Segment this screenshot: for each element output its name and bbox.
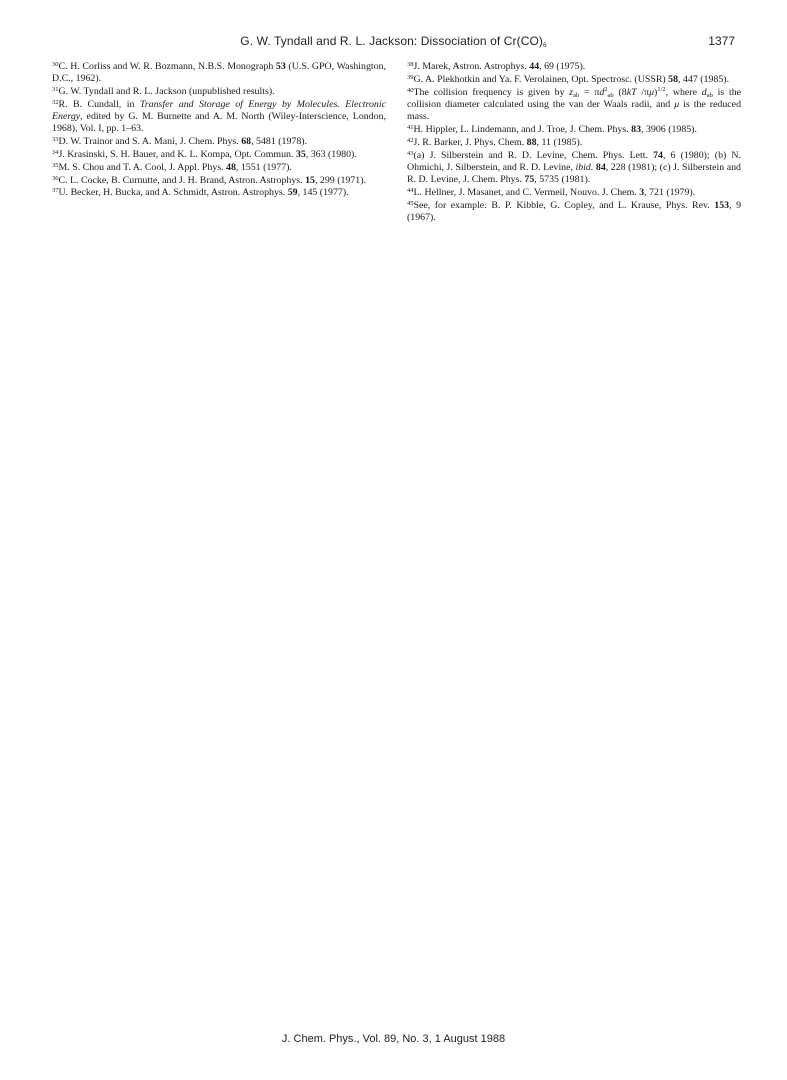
reference-37 <box>52 187 386 199</box>
math-symbol: d <box>599 86 605 98</box>
reference-43 <box>407 150 741 187</box>
reference-text: (8 <box>613 86 627 98</box>
reference-text: , 363 (1980). <box>305 149 357 161</box>
reference-34 <box>52 149 386 161</box>
running-head-subscript: 6 <box>543 42 547 49</box>
volume-number: 3 <box>639 186 645 198</box>
reference-text: J. Krasinski, S. H. Bauer, and K. L. Kompa, Opt. Commun. <box>58 149 296 161</box>
reference-number: 38 <box>407 61 414 68</box>
reference-text: , 9 (1967). <box>407 199 742 224</box>
reference-number: 30 <box>52 61 59 68</box>
reference-text: G. W. Tyndall and R. L. Jackson (unpublished results). <box>58 86 275 98</box>
reference-39 <box>407 74 741 86</box>
reference-text: J. Marek, Astron. Astrophys. <box>413 61 530 72</box>
math-symbol: z <box>569 86 574 98</box>
math-subscript: ab <box>573 91 580 99</box>
reference-text: , 6 (1980); (b) N. Ohmichi, J. Silberstein, and R. D. Levine, <box>407 149 742 173</box>
reference-text: J. R. Barker, J. Phys. Chem. <box>413 136 527 148</box>
reference-text: The collision frequency is given by <box>413 86 570 98</box>
reference-number: 41 <box>407 123 414 131</box>
reference-number: 37 <box>52 187 59 195</box>
reference-text: D. W. Trainor and S. A. Mani, J. Chem. Phys. <box>58 136 242 148</box>
reference-text: (U.S. GPO, Washington, D.C., 1962). <box>52 61 387 85</box>
reference-text: (a) J. Silberstein and R. D. Levine, Chem. Phys. Lett. <box>413 149 654 161</box>
reference-text: , 1551 (1977). <box>235 161 292 173</box>
references-right-column <box>407 61 741 225</box>
page-number: 1377 <box>708 34 735 48</box>
reference-number: 43 <box>407 149 414 157</box>
journal-footer: J. Chem. Phys., Vol. 89, No. 3, 1 August 1988 <box>281 1033 506 1045</box>
reference-number: 45 <box>407 199 414 207</box>
reference-number: 35 <box>52 161 59 169</box>
volume-number: 59 <box>287 187 298 199</box>
reference-text: U. Becker, H. Bucka, and A. Schmidt, Astron. Astrophys. <box>58 187 288 199</box>
reference-text: M. S. Chou and T. A. Cool, J. Appl. Phys. <box>58 161 227 173</box>
volume-number: 83 <box>631 123 642 135</box>
reference-text: , 5735 (1981). <box>534 174 591 186</box>
reference-text: C. L. Cocke, B. Curnutte, and J. H. Brand, Astron. Astrophys. <box>58 174 306 186</box>
reference-text: R. B. Cundall, in <box>58 98 140 110</box>
math-subscript: ab <box>607 91 614 99</box>
math-subscript: ab <box>706 91 713 99</box>
reference-40 <box>407 87 741 124</box>
reference-33 <box>52 136 386 148</box>
reference-text: ) <box>654 86 658 98</box>
volume-number: 68 <box>241 136 252 148</box>
volume-number: 74 <box>653 149 663 161</box>
reference-text: , 299 (1971). <box>314 174 366 186</box>
reference-31 <box>52 86 386 98</box>
volume-number: 44 <box>529 61 540 72</box>
reference-number: 36 <box>52 174 59 182</box>
math-superscript: 1/2 <box>657 85 666 93</box>
reference-45 <box>407 200 741 225</box>
reference-text: , 145 (1977). <box>297 187 349 199</box>
math-symbol: d <box>701 86 707 98</box>
reference-text: /π <box>636 86 650 98</box>
reference-text: , 3906 (1985). <box>641 123 697 135</box>
reference-text: , 721 (1979). <box>644 186 696 198</box>
reference-text: L. Hellner, J. Masanet, and C. Vermeil, Nouvo. J. Chem. <box>413 186 640 198</box>
reference-text: , 228 (1981); (c) J. Silberstein and R. D. Levine, J. Chem. Phys. <box>407 161 741 186</box>
volume-number: 35 <box>295 149 306 161</box>
italic-title: Transfer and Storage of Energy by Molecules. Electronic Energy <box>52 98 386 123</box>
reference-number: 39 <box>407 73 414 81</box>
volume-number: 75 <box>524 174 535 186</box>
reference-text: , where <box>665 86 702 98</box>
reference-text: See, for example: B. P. Kibble, G. Copley, and L. Krause, Phys. Rev. <box>413 199 715 211</box>
math-superscript: 2 <box>604 85 608 93</box>
reference-number: 44 <box>407 186 414 194</box>
reference-number: 32 <box>52 98 59 106</box>
page-header <box>0 34 787 52</box>
reference-text: , 447 (1985). <box>678 73 730 85</box>
reference-text: , 11 (1985). <box>536 136 583 148</box>
reference-number: 40 <box>407 86 414 94</box>
volume-number: 48 <box>226 161 236 173</box>
reference-text: , edited by G. M. Burnette and A. M. North (Wiley-Interscience, London, 1968), Vol. I, pp. 1–63. <box>52 111 386 135</box>
reference-number: 31 <box>52 86 59 94</box>
reference-number: 33 <box>52 136 59 144</box>
reference-text: C. H. Corliss and W. R. Bozmann, N.B.S. Monograph <box>58 61 276 72</box>
italic-title: ibid. <box>575 161 594 173</box>
reference-text: is the reduced mass. <box>407 98 742 123</box>
volume-number: 153 <box>714 199 730 211</box>
math-symbol: kT <box>626 86 637 98</box>
reference-text: H. Hippler, L. Lindemann, and J. Troe, J. Chem. Phys. <box>413 123 632 135</box>
running-head <box>0 34 787 48</box>
volume-number: 88 <box>526 136 537 148</box>
reference-number: 34 <box>52 149 59 157</box>
reference-36 <box>52 175 386 187</box>
reference-number: 42 <box>407 136 414 144</box>
reference-text: , 69 (1975). <box>539 61 586 72</box>
reference-30 <box>52 61 386 86</box>
reference-41 <box>407 124 741 136</box>
volume-number: 84 <box>595 161 606 173</box>
reference-text: G. A. Plekhotkin and Ya. F. Verolainen, Opt. Spectrosc. (USSR) <box>413 73 669 85</box>
reference-42 <box>407 137 741 149</box>
reference-text: , 5481 (1978). <box>251 136 308 148</box>
running-head-text: G. W. Tyndall and R. L. Jackson: Dissociation of Cr(CO) <box>240 34 543 48</box>
volume-number: 15 <box>305 174 315 186</box>
reference-32 <box>52 99 386 136</box>
reference-text: is the collision diameter calculated using the van der Waals radii, and <box>407 86 742 110</box>
math-symbol: μ <box>674 98 680 110</box>
volume-number: 58 <box>668 73 679 85</box>
reference-44 <box>407 187 741 199</box>
reference-38 <box>407 61 741 73</box>
volume-number: 53 <box>275 61 286 72</box>
reference-35 <box>52 162 386 174</box>
math-symbol: μ <box>649 86 655 98</box>
references-left-column <box>52 61 386 200</box>
reference-text: = π <box>579 86 600 98</box>
